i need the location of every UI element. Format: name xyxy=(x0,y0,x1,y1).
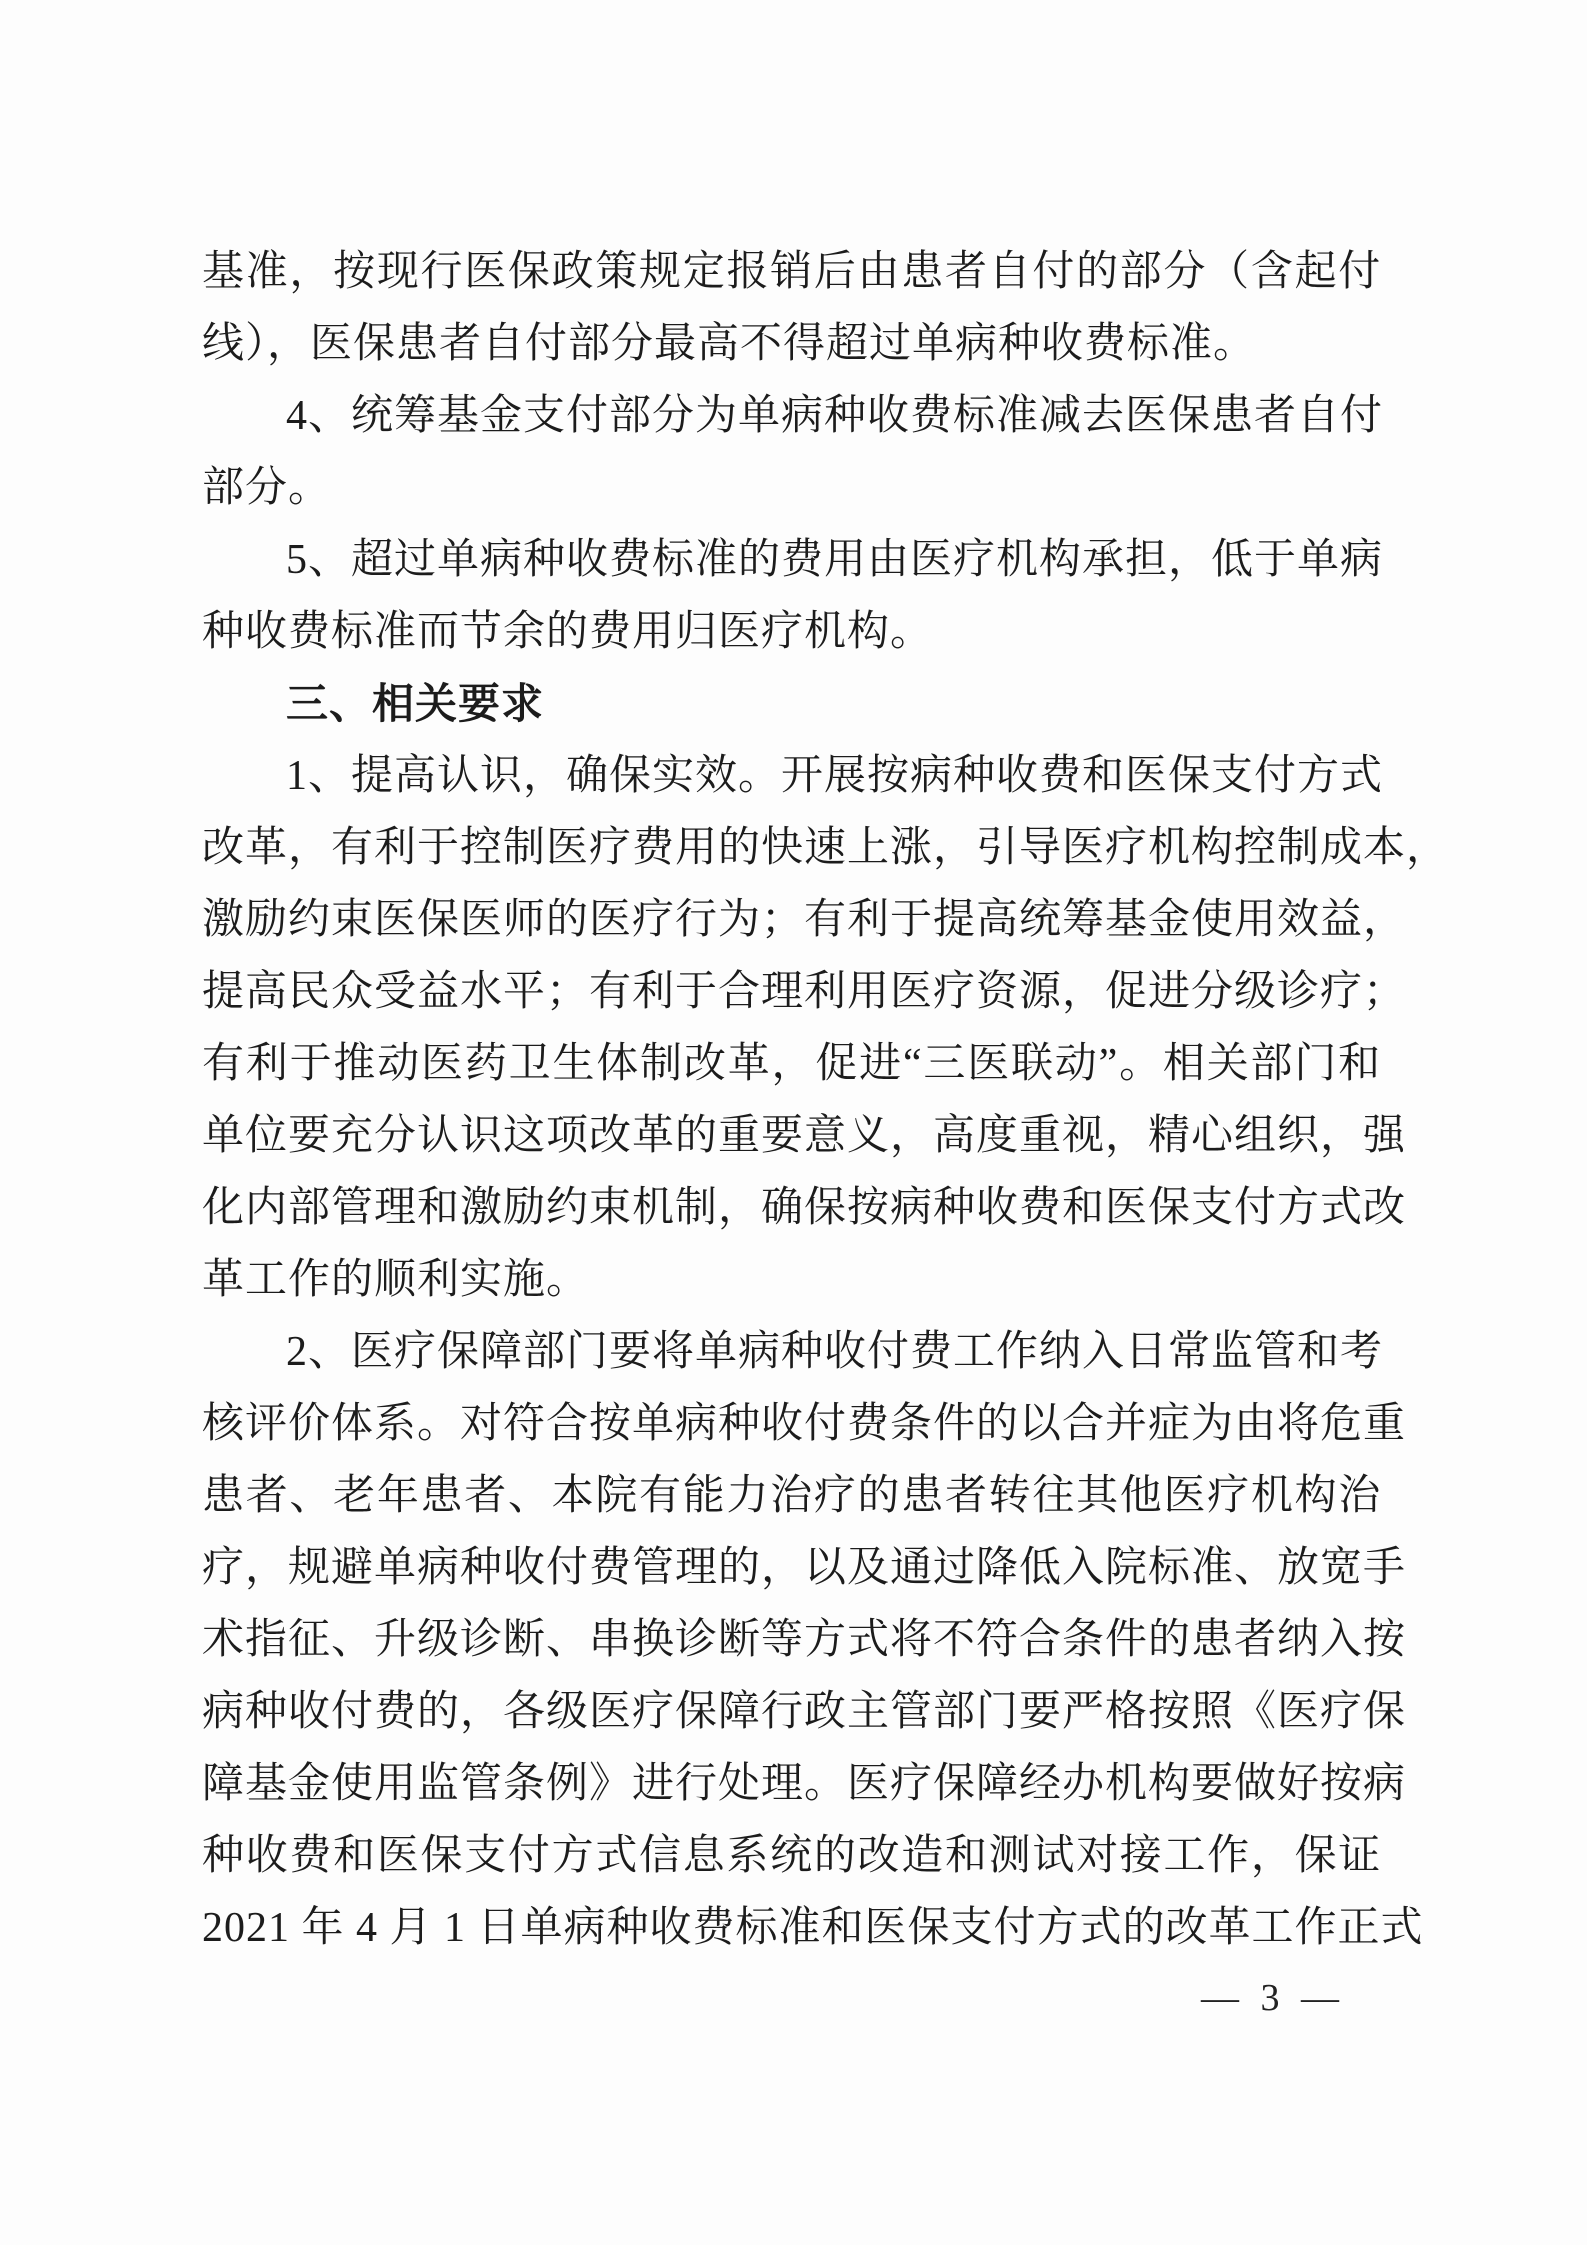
body-line: 患者、老年患者、本院有能力治疗的患者转往其他医疗机构治 xyxy=(202,1473,1382,1519)
body-line: 改革，有利于控制医疗费用的快速上涨，引导医疗机构控制成本， xyxy=(202,825,1450,871)
body-line: 部分。 xyxy=(202,465,332,511)
body-line: 2、医疗保障部门要将单病种收付费工作纳入日常监管和考 xyxy=(286,1329,1384,1375)
body-line: 2021 年 4 月 1 日单病种收费标准和医保支付方式的改革工作正式 xyxy=(202,1905,1424,1951)
document-body xyxy=(202,236,1450,1964)
section-heading: 三、相关要求 xyxy=(286,680,545,727)
body-line: 单位要充分认识这项改革的重要意义，高度重视，精心组织，强 xyxy=(202,1113,1407,1159)
body-line: 核评价体系。对符合按单病种收付费条件的以合并症为由将危重 xyxy=(202,1401,1407,1447)
body-line: 线），医保患者自付部分最高不得超过单病种收费标准。 xyxy=(202,321,1257,367)
body-line: 障基金使用监管条例》进行处理。医疗保障经办机构要做好按病 xyxy=(202,1761,1407,1807)
body-line: 有利于推动医药卫生体制改革，促进“三医联动”。相关部门和 xyxy=(202,1041,1382,1087)
body-line: 疗，规避单病种收付费管理的，以及通过降低入院标准、放宽手 xyxy=(202,1545,1407,1591)
body-line: 基准，按现行医保政策规定报销后由患者自付的部分（含起付 xyxy=(202,249,1382,295)
body-line: 激励约束医保医师的医疗行为；有利于提高统筹基金使用效益， xyxy=(202,897,1407,943)
body-line: 4、统筹基金支付部分为单病种收费标准减去医保患者自付 xyxy=(286,393,1384,439)
body-line: 提高民众受益水平；有利于合理利用医疗资源，促进分级诊疗； xyxy=(202,969,1407,1015)
body-line: 病种收付费的，各级医疗保障行政主管部门要严格按照《医疗保 xyxy=(202,1689,1407,1735)
body-line: 术指征、升级诊断、串换诊断等方式将不符合条件的患者纳入按 xyxy=(202,1617,1407,1663)
body-line: 革工作的顺利实施。 xyxy=(202,1257,590,1303)
body-line: 1、提高认识，确保实效。开展按病种收费和医保支付方式 xyxy=(286,753,1384,799)
body-line: 种收费和医保支付方式信息系统的改造和测试对接工作，保证 xyxy=(202,1833,1382,1879)
body-line: 种收费标准而节余的费用归医疗机构。 xyxy=(202,609,934,655)
page-number: — 3 — xyxy=(1201,1977,1345,2019)
body-line: 化内部管理和激励约束机制，确保按病种收费和医保支付方式改 xyxy=(202,1185,1407,1231)
body-line: 5、超过单病种收费标准的费用由医疗机构承担，低于单病 xyxy=(286,537,1384,583)
